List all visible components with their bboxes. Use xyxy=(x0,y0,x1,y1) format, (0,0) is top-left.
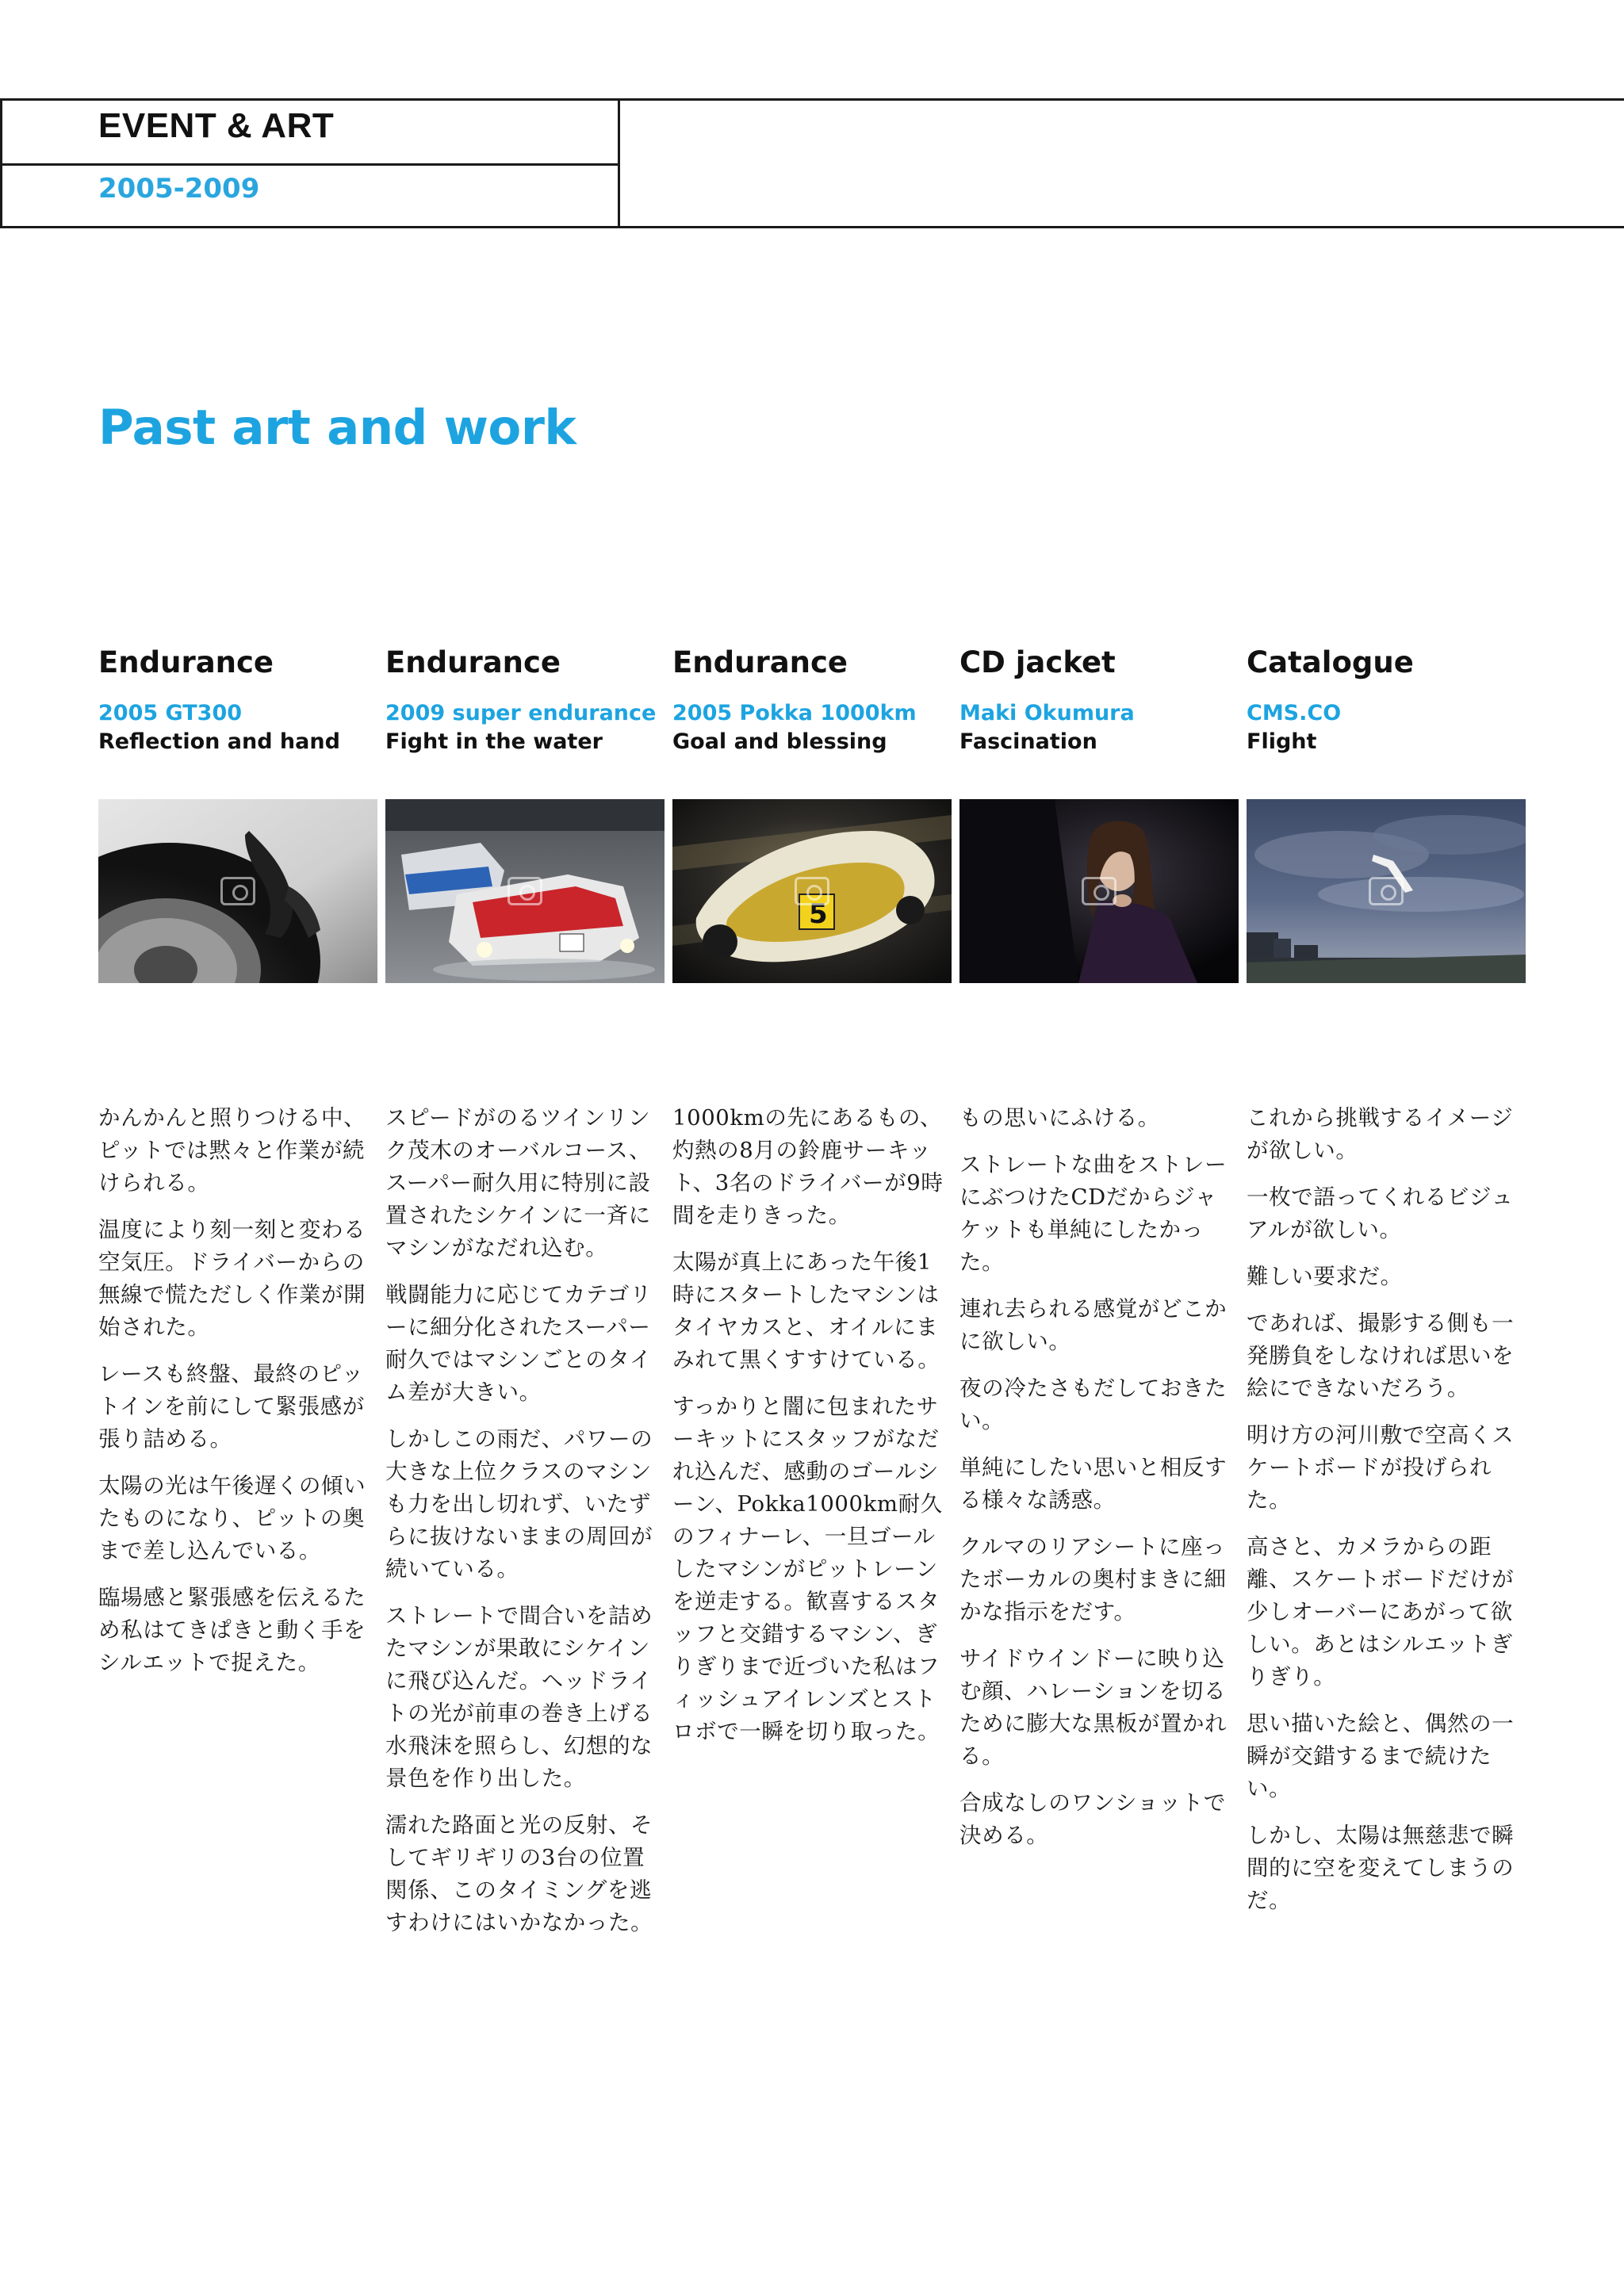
photo-icon xyxy=(1369,877,1404,905)
photo-icon xyxy=(508,877,542,905)
photo-icon xyxy=(1082,877,1116,905)
paragraph: これから挑戦するイメージが欲しい。 xyxy=(1247,1105,1514,1163)
paragraph: 温度により刻一刻と変わる空気圧。ドライバーからの無線で慌ただしく作業が開始された。 xyxy=(98,1217,366,1340)
paragraph: であれば、撮影する側も一発勝負をしなければ思いを絵にできないだろう。 xyxy=(1247,1311,1515,1401)
paragraph: 高さと、カメラからの距離、スケートボードだけが少しオーバーにあがって欲しい。あとはシルエットぎりぎり。 xyxy=(1247,1534,1515,1689)
paragraph: クルマのリアシートに座ったボーカルの奥村まきに細かな指示をだす。 xyxy=(959,1534,1227,1624)
paragraph: しかしこの雨だ、パワーの大きな上位クラスのマシンも力を出し切れず、いたずらに抜けないままの周回が続いている。 xyxy=(385,1426,653,1582)
paragraph: 1000kmの先にあるもの、灼熱の8月の鈴鹿サーキット、3名のドライバーが9時間を走りきった。 xyxy=(672,1105,944,1228)
work-photo-night-finish xyxy=(672,799,952,983)
section-title: Past art and work xyxy=(98,400,576,456)
paragraph: もの思いにふける。 xyxy=(959,1105,1160,1131)
photo-icon xyxy=(795,877,829,905)
svg-text:5: 5 xyxy=(809,898,828,930)
work-subtitle: CMS.CO xyxy=(1247,701,1342,725)
paragraph: 夜の冷たさもだしておきたい。 xyxy=(959,1376,1228,1433)
header-years: 2005-2009 xyxy=(98,173,260,205)
work-description xyxy=(672,1102,950,1762)
work-description xyxy=(385,1102,663,1954)
work-title: Fight in the water xyxy=(385,729,603,754)
paragraph: 戦闘能力に応じてカテゴリーに細分化されたスーパー耐久ではマシンごとのタイム差が大きい。 xyxy=(385,1282,653,1405)
work-column xyxy=(672,642,952,1744)
paragraph: しかし、太陽は無慈悲で瞬間的に空を変えてしまうのだ。 xyxy=(1247,1823,1515,1913)
paragraph: スピードがのるツインリンク茂木のオーバルコース、スーパー耐久用に特別に設置されたシケインに一斉にマシンがなだれ込む。 xyxy=(385,1105,652,1261)
work-description xyxy=(98,1102,376,1693)
work-column xyxy=(385,642,665,1935)
work-subtitle: Maki Okumura xyxy=(959,701,1135,725)
paragraph: レースも終盤、最終のピットインを前にして緊張感が張り詰める。 xyxy=(98,1361,365,1452)
work-column xyxy=(959,642,1239,1848)
paragraph: 一枚で語ってくれるビジュアルが欲しい。 xyxy=(1247,1184,1514,1242)
paragraph: かんかんと照りつける中、ピットでは黙々と作業が続けられる。 xyxy=(98,1105,366,1196)
paragraph: すっかりと闇に包まれたサーキットにスタッフがなだれ込んだ、感動のゴールシーン、Pokka1000km耐久のフィナーレ、一旦ゴールしたマシンがピットレーンを逆走する。歓喜するスタッフと交錯するマシン、ぎりぎりまで近づいた私はフィッシュアイレンズとストロボで一瞬を切り取った。 xyxy=(672,1394,943,1744)
paragraph: 臨場感と緊張感を伝えるため私はてきぱきと動く手をシルエットで捉えた。 xyxy=(98,1585,366,1675)
work-title: Fascination xyxy=(959,729,1097,754)
paragraph: 思い描いた絵と、偶然の一瞬が交錯するまで続けたい。 xyxy=(1247,1711,1515,1801)
work-category: Catalogue xyxy=(1247,645,1414,679)
paragraph: 明け方の河川敷で空高くスケートボードが投げられた。 xyxy=(1247,1422,1515,1513)
work-column xyxy=(1247,642,1526,1913)
paragraph: 濡れた路面と光の反射、そしてギリギリの3台の位置関係、このタイミングを逃すわけにはいかなかった。 xyxy=(385,1812,653,1935)
paragraph: ストレートな曲をストレーにぶつけたCDだからジャケットも単純にしたかった。 xyxy=(959,1152,1228,1275)
work-title: Flight xyxy=(1247,729,1317,754)
work-photo-flight xyxy=(1247,799,1526,983)
work-category: Endurance xyxy=(385,645,561,679)
work-subtitle: 2005 GT300 xyxy=(98,701,243,725)
paragraph: 単純にしたい思いと相反する様々な誘惑。 xyxy=(959,1455,1228,1513)
work-subtitle: 2009 super endurance xyxy=(385,701,657,725)
work-title: Reflection and hand xyxy=(98,729,340,754)
work-photo-cd-jacket xyxy=(959,799,1239,983)
paragraph: サイドウインドーに映り込む顔、ハレーションを切るために膨大な黒板が置かれる。 xyxy=(959,1646,1228,1769)
work-column xyxy=(98,642,377,1675)
work-category: Endurance xyxy=(98,645,274,679)
paragraph: ストレートで間合いを詰めたマシンが果敢にシケインに飛び込んだ。ヘッドライトの光が前車の巻き上げる水飛沫を照らし、幻想的な景色を作り出した。 xyxy=(385,1603,653,1791)
work-subtitle: 2005 Pokka 1000km xyxy=(672,701,917,725)
work-description xyxy=(959,1102,1237,1866)
paragraph: 難しい要求だ。 xyxy=(1247,1264,1403,1289)
work-photo-tire xyxy=(98,799,377,983)
paragraph: 合成なしのワンショットで決める。 xyxy=(959,1790,1226,1848)
photo-icon xyxy=(220,877,255,905)
work-category: Endurance xyxy=(672,645,848,679)
paragraph: 太陽の光は午後遅くの傾いたものになり、ピットの奥まで差し込んでいる。 xyxy=(98,1473,366,1563)
work-photo-rain-race xyxy=(385,799,665,983)
paragraph: 太陽が真上にあった午後1時にスタートしたマシンはタイヤカスと、オイルにまみれて黒くすすけている。 xyxy=(672,1249,940,1372)
header-title: EVENT & ART xyxy=(98,106,335,145)
work-title: Goal and blessing xyxy=(672,729,887,754)
work-description xyxy=(1247,1102,1524,1931)
paragraph: 連れ去られる感覚がどこかに欲しい。 xyxy=(959,1296,1228,1354)
work-category: CD jacket xyxy=(959,645,1116,679)
